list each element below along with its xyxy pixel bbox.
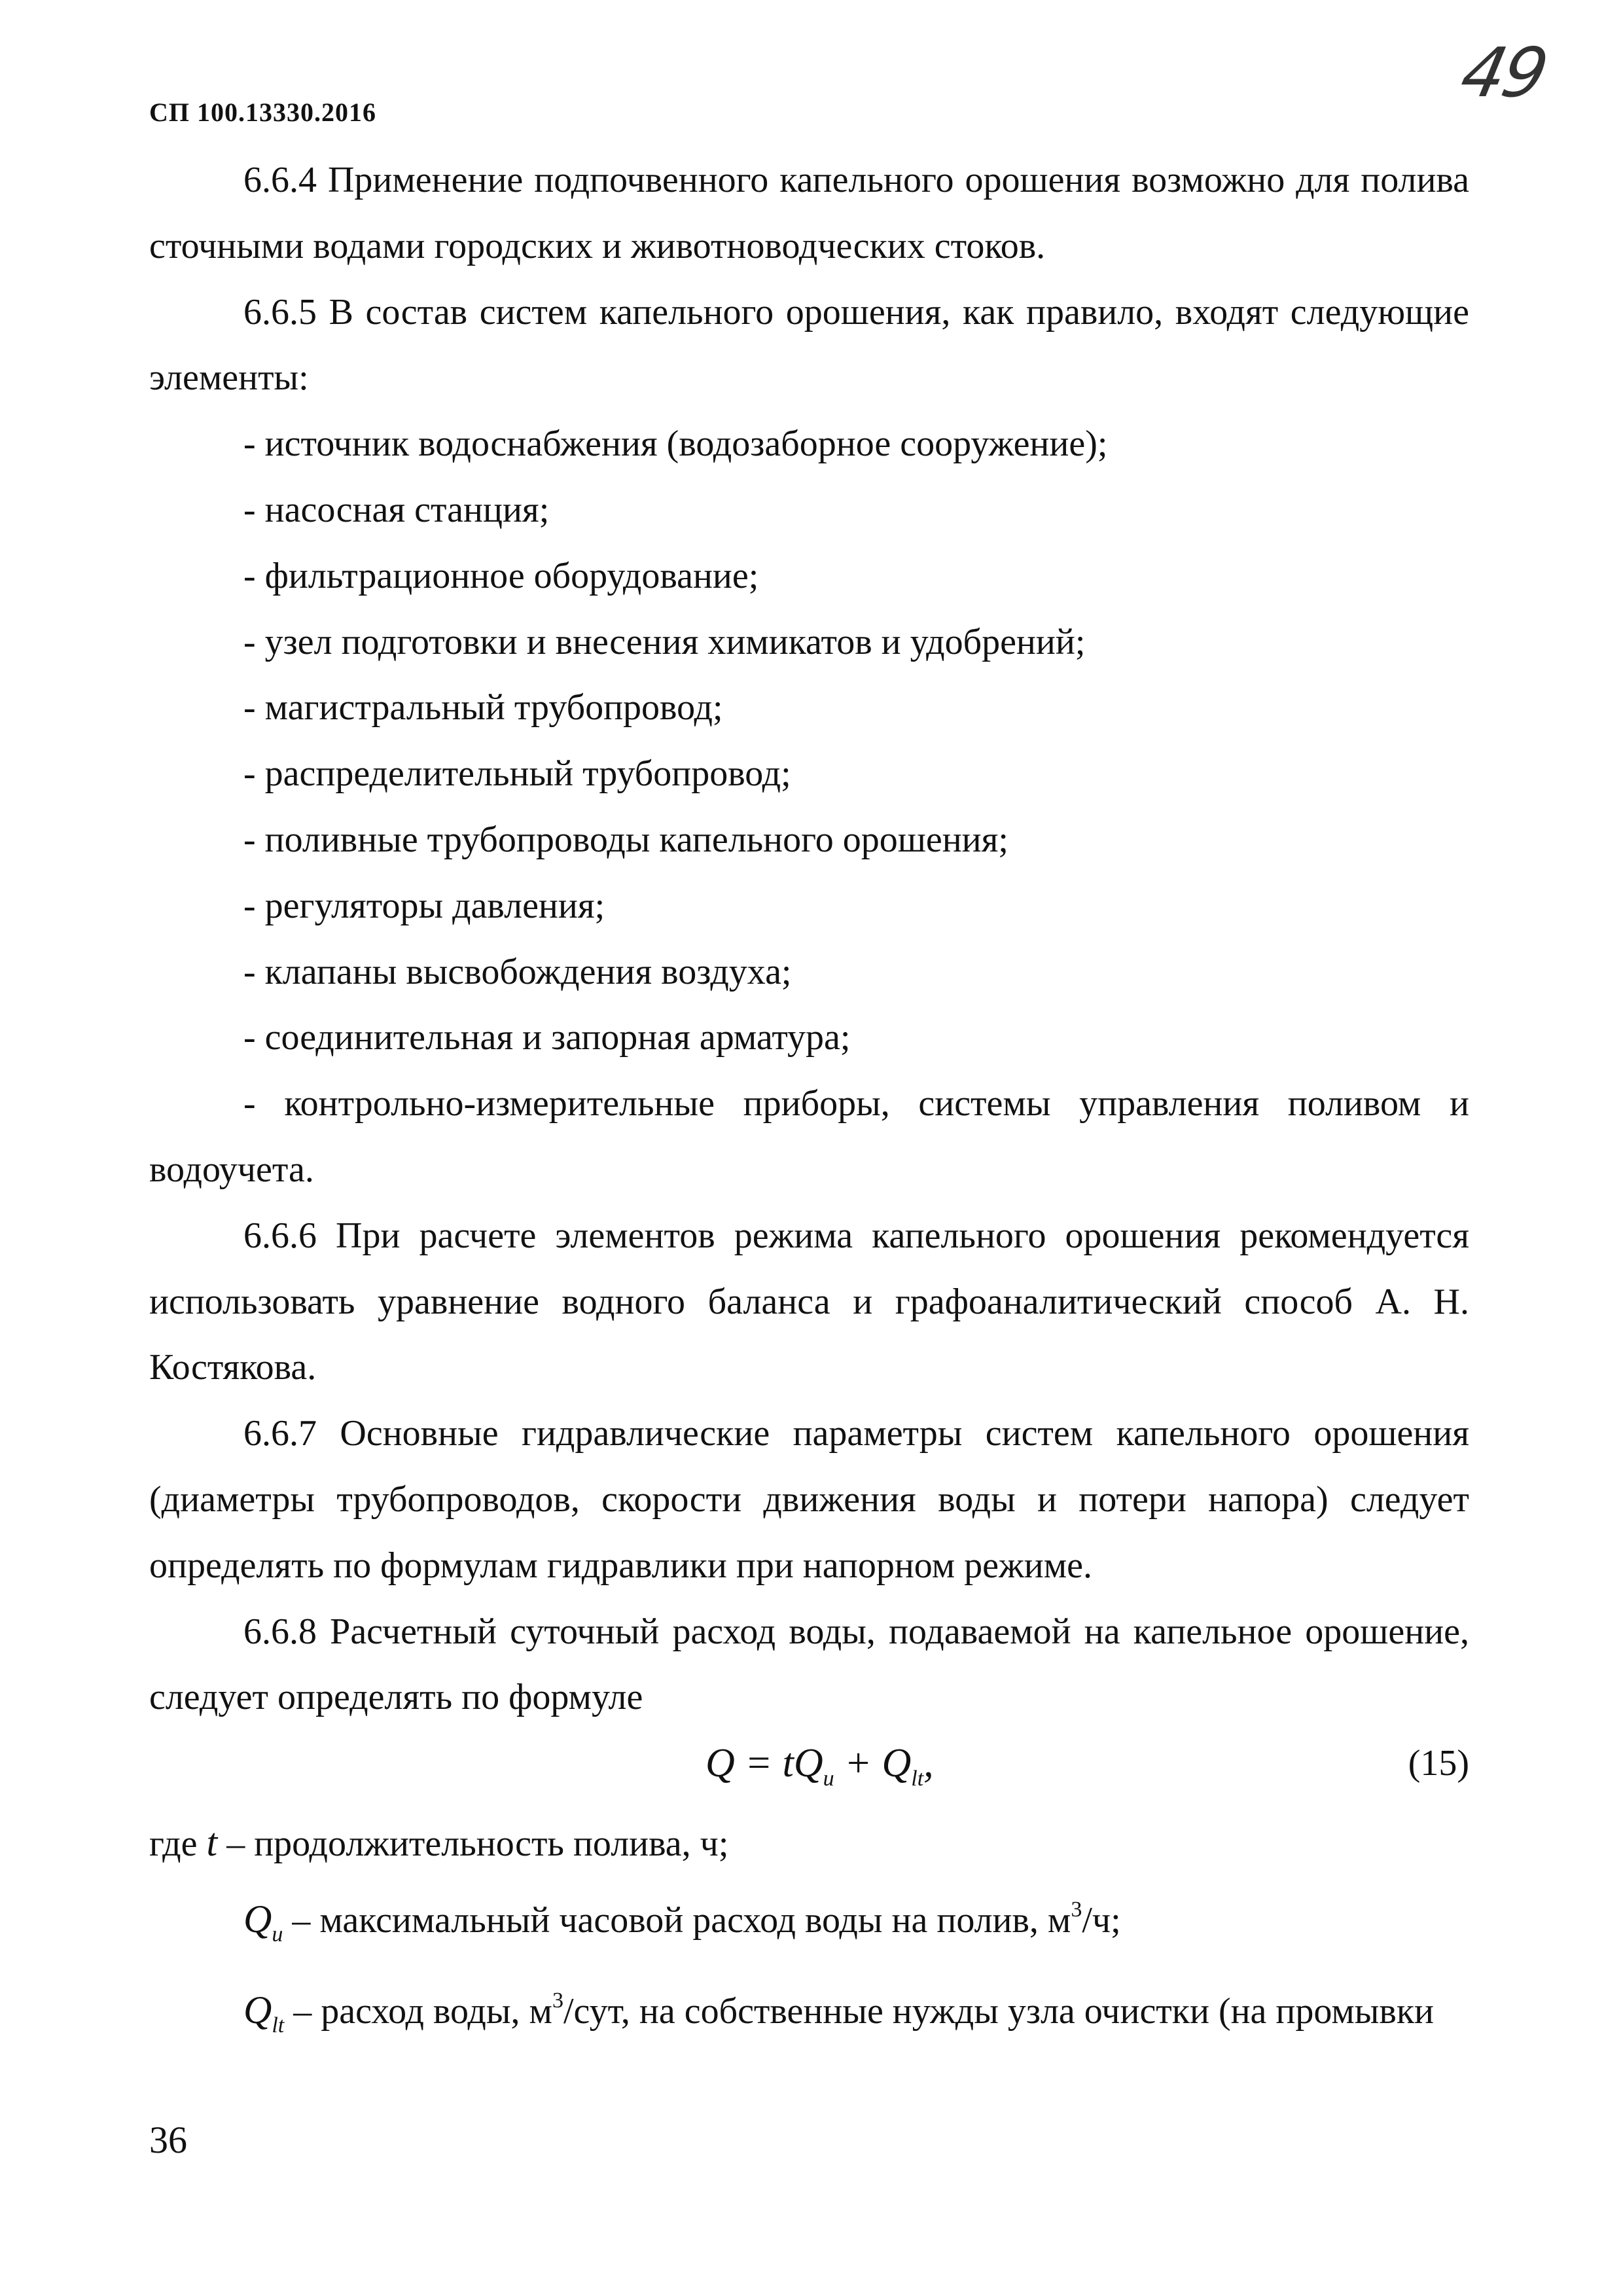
list-item: - регуляторы давления; <box>243 885 605 926</box>
list-item: - клапаны высвобождения воздуха; <box>243 951 792 992</box>
definition-qu-text-a: – максимальный часовой расход воды на полив, м <box>283 1899 1071 1941</box>
formula-15 <box>149 1731 1469 1810</box>
where-prefix: где <box>149 1823 207 1865</box>
formula-number: (15) <box>1408 1743 1469 1784</box>
page-number: 36 <box>149 2119 187 2161</box>
symbol-qu: Q <box>243 1897 272 1941</box>
formula-ql-subscript: lt <box>911 1767 924 1791</box>
formula-plus: + <box>834 1741 882 1786</box>
handwritten-page-number: 49 <box>1454 33 1553 113</box>
definition-t <box>149 1810 1469 1877</box>
definition-ql-text-b: /сут, на собственные нужды узла очистки (на промывки <box>563 1990 1434 2032</box>
formula-expression <box>705 1731 934 1812</box>
formula-ql: Q <box>882 1741 912 1786</box>
paragraph-6-6-7: 6.6.7 Основные гидравлические параметры систем капельного орошения (диаметры трубопроводов, скорости движения воды и потери напора) следует определять по формулам гидравлики при напорном режиме. <box>149 1413 1469 1586</box>
formula-qu: Q <box>793 1741 823 1786</box>
symbol-qu-subscript: u <box>272 1922 283 1946</box>
formula-equals: = <box>734 1741 783 1786</box>
symbol-ql-subscript: lt <box>272 2013 285 2037</box>
symbol-ql: Q <box>243 1988 272 2032</box>
formula-t: t <box>782 1741 794 1786</box>
formula-comma: , <box>923 1741 934 1786</box>
definition-qu-superscript: 3 <box>1071 1897 1082 1922</box>
symbol-t: t <box>206 1821 218 1865</box>
definition-qu <box>149 1877 1469 1968</box>
definition-ql-superscript: 3 <box>552 1988 563 2013</box>
list-item: - фильтрационное оборудование; <box>243 555 759 596</box>
definition-ql-text-a: – расход воды, м <box>284 1990 552 2032</box>
list-item: - контрольно-измерительные приборы, системы управления поливом и водоучета. <box>149 1083 1469 1190</box>
formula-qu-subscript: u <box>823 1767 834 1791</box>
body-text <box>149 147 1469 2059</box>
document-code: СП 100.13330.2016 <box>149 98 376 127</box>
list-item: - источник водоснабжения (водозаборное сооружение); <box>243 423 1108 465</box>
paragraph-6-6-4: 6.6.4 Применение подпочвенного капельного орошения возможно для полива сточными водами городских и животноводческих стоков. <box>149 160 1469 266</box>
paragraph-6-6-5: 6.6.5 В состав систем капельного орошения, как правило, входят следующие элементы: <box>149 291 1469 399</box>
list-item: - магистральный трубопровод; <box>243 687 723 728</box>
list-item: - узел подготовки и внесения химикатов и удобрений; <box>243 621 1086 662</box>
definition-qu-text-b: /ч; <box>1082 1899 1121 1941</box>
formula-q: Q <box>705 1741 735 1786</box>
list-item: - насосная станция; <box>243 489 550 530</box>
list-item: - распределительный трубопровод; <box>243 753 791 795</box>
paragraph-6-6-8: 6.6.8 Расчетный суточный расход воды, подаваемой на капельное орошение, следует определять по формуле <box>149 1611 1469 1718</box>
definition-t-text: – продолжительность полива, ч; <box>217 1823 729 1865</box>
list-item: - поливные трубопроводы капельного орошения; <box>243 819 1008 860</box>
paragraph-6-6-6: 6.6.6 При расчете элементов режима капельного орошения рекомендуется использовать уравнение водного баланса и графоаналитический способ А. Н. Костякова. <box>149 1215 1469 1388</box>
definition-ql <box>149 1968 1469 2059</box>
list-item: - соединительная и запорная арматура; <box>243 1017 851 1058</box>
